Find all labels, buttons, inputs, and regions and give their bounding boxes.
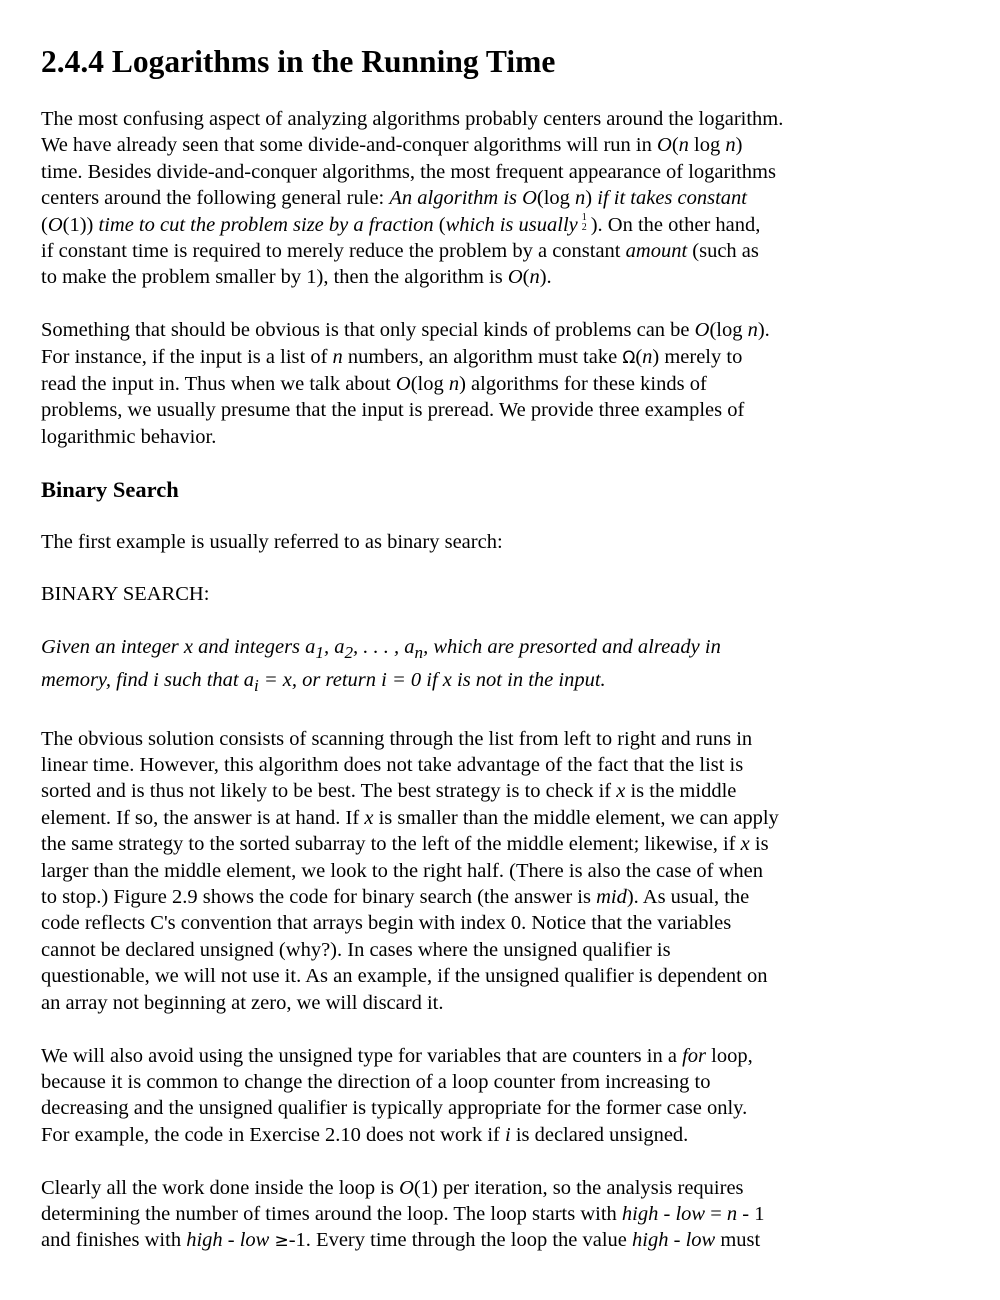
text-line: questionable, we will not use it. As an example, if the unsigned qualifier is dependent on	[41, 965, 768, 988]
paragraph-special-problems	[41, 317, 881, 450]
text-line: larger than the middle element, we look to the right half. (There is also the case of when	[41, 859, 764, 882]
text-line: For example, the code in Exercise 2.10 does not work if i is declared unsigned.	[41, 1123, 689, 1146]
text-line: read the input in. Thus when we talk about O(log n) algorithms for these kinds of	[41, 373, 707, 396]
text-line: linear time. However, this algorithm does not take advantage of the fact that the list is	[41, 754, 744, 777]
paragraph-binary-search-intro: The first example is usually referred to as binary search:	[41, 530, 503, 553]
text-line: We have already seen that some divide-and-conquer algorithms will run in O(n log n)	[41, 134, 743, 157]
subsection-title: Binary Search	[41, 476, 179, 502]
section-heading	[41, 40, 881, 84]
section-title: 2.4.4 Logarithms in the Running Time	[41, 44, 556, 79]
paragraph-problem-label: BINARY SEARCH:	[41, 583, 210, 606]
paragraph-problem-statement	[41, 634, 881, 699]
text-line: and finishes with high - low ≥-1. Every time through the loop the value high - low must	[41, 1229, 761, 1252]
text-line: to make the problem smaller by 1), then the algorithm is O(n).	[41, 266, 552, 289]
text-line: because it is common to change the direction of a loop counter from increasing to	[41, 1070, 711, 1093]
subsection-heading	[41, 477, 881, 503]
document-page	[41, 40, 881, 1281]
text-line: decreasing and the unsigned qualifier is typically appropriate for the former case only.	[41, 1097, 748, 1120]
omega-symbol: Ω	[622, 347, 636, 368]
text-line: cannot be declared unsigned (why?). In cases where the unsigned qualifier is	[41, 938, 671, 961]
text-line: if constant time is required to merely reduce the problem by a constant amount (such as	[41, 240, 759, 263]
text-line: (O(1)) time to cut the problem size by a fraction (which is usually 1 2 ). On the other hand,	[41, 211, 761, 236]
text-line: code reflects C's convention that arrays begin with index 0. Notice that the variables	[41, 912, 732, 935]
paragraph-logarithm-rule	[41, 106, 881, 291]
text-line: the same strategy to the sorted subarray to the left of the middle element; likewise, if x is	[41, 833, 769, 856]
text-line: logarithmic behavior.	[41, 425, 217, 448]
paragraph-binary-search-strategy	[41, 726, 881, 1016]
text-line: We will also avoid using the unsigned type for variables that are counters in a for loop,	[41, 1044, 753, 1067]
paragraph-loop-analysis	[41, 1175, 881, 1255]
text-line: time. Besides divide-and-conquer algorithms, the most frequent appearance of logarithms	[41, 160, 776, 183]
paragraph-unsigned-counters	[41, 1043, 881, 1149]
fraction-one-half: 1 2	[581, 211, 587, 233]
text-line: sorted and is thus not likely to be best. The best strategy is to check if x is the middle	[41, 780, 737, 803]
text-line: determining the number of times around the loop. The loop starts with high - low = n - 1	[41, 1202, 765, 1225]
text-line: Clearly all the work done inside the loop is O(1) per iteration, so the analysis requires	[41, 1176, 744, 1199]
greater-equal-symbol: ≥	[274, 1231, 289, 1252]
text-line: memory, find i such that $a_i = x$, or return i = 0 if x is not in the input.	[41, 668, 606, 695]
text-line: problems, we usually presume that the input is preread. We provide three examples of	[41, 399, 745, 422]
text-line: The most confusing aspect of analyzing algorithms probably centers around the logarithm.	[41, 108, 784, 130]
text-line: element. If so, the answer is at hand. If x is smaller than the middle element, we can apply	[41, 806, 779, 829]
text-line: centers around the following general rule: An algorithm is O(log n) if it takes constant	[41, 187, 747, 210]
text-line: The obvious solution consists of scanning through the list from left to right and runs in	[41, 727, 753, 750]
text-line: Something that should be obvious is that only special kinds of problems can be O(log n).	[41, 319, 770, 342]
text-line: For instance, if the input is a list of n numbers, an algorithm must take Ω(n) merely to	[41, 345, 743, 368]
text-line: an array not beginning at zero, we will discard it.	[41, 991, 444, 1014]
text-line: to stop.) Figure 2.9 shows the code for binary search (the answer is mid). As usual, the	[41, 886, 750, 909]
text-line: Given an integer x and integers $a_1$, $a_2$, . . . , $a_n$, which are presorted and already in	[41, 636, 721, 663]
